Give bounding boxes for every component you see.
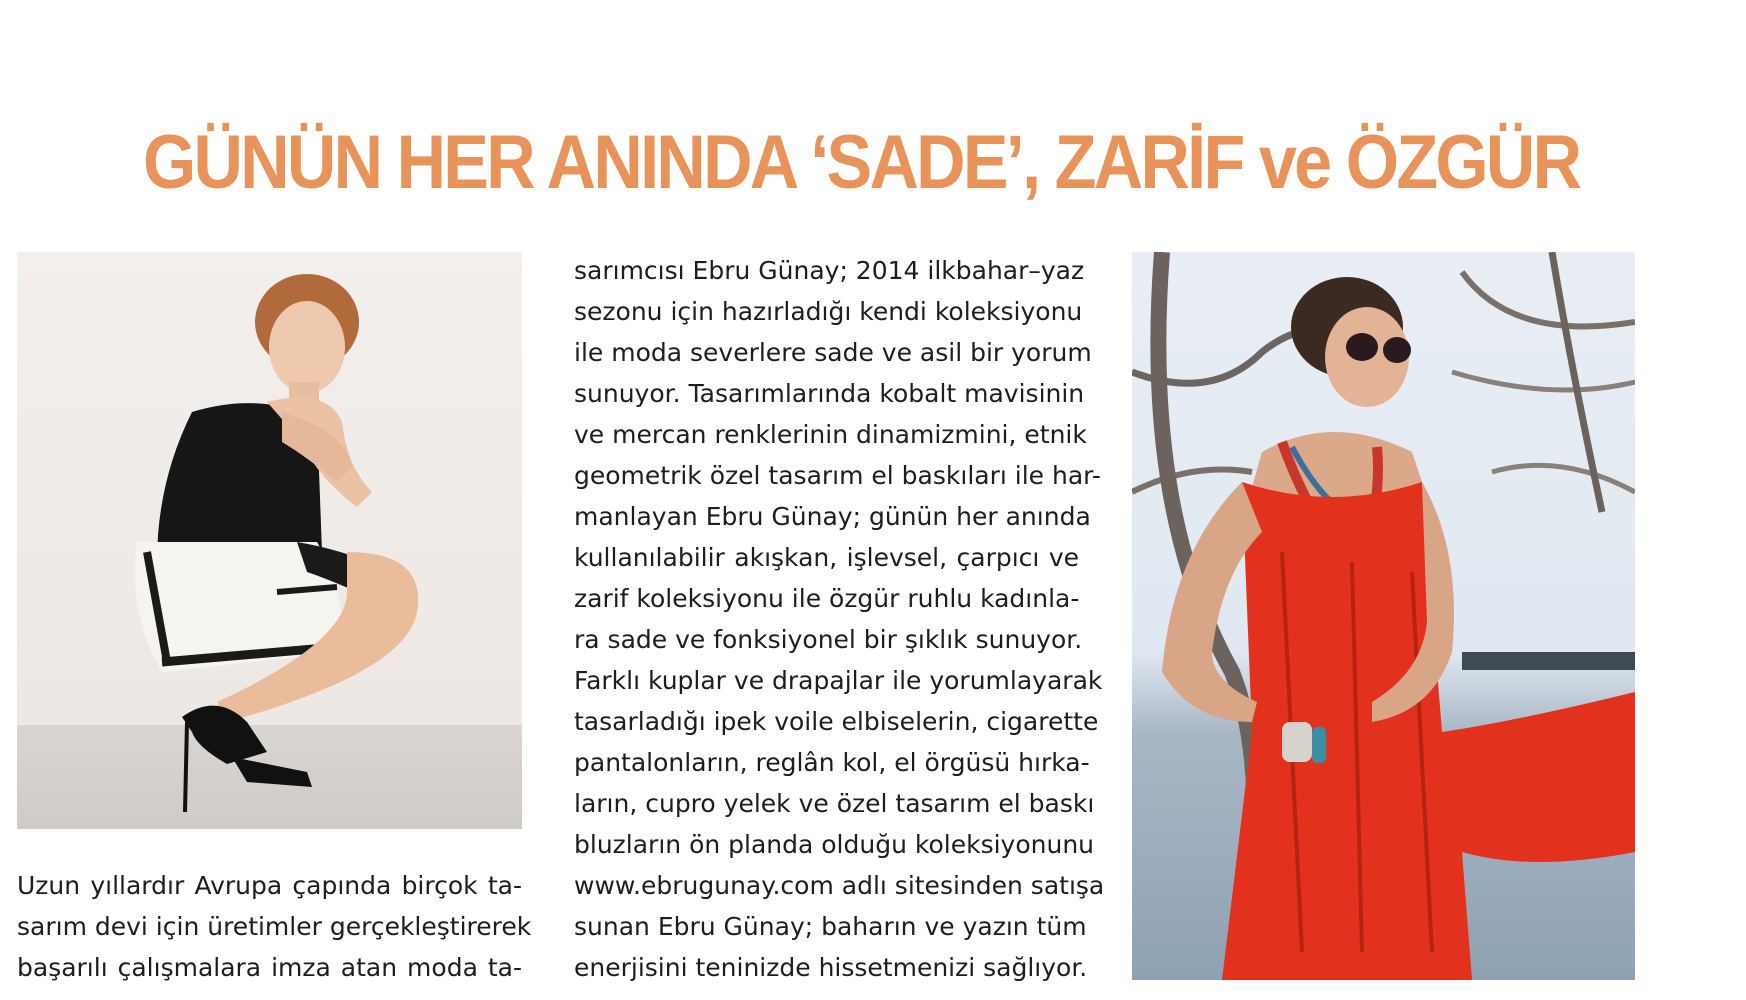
model-black-white-dress-photo — [17, 252, 522, 829]
body-text-line: pantalonların, reglân kol, el örgüsü hırka- — [574, 748, 1090, 777]
body-text-line: zarif koleksiyonu ile özgür ruhlu kadınla- — [574, 584, 1080, 613]
body-text-line: bluzların ön planda olduğu koleksiyonunu — [574, 830, 1095, 859]
body-text-line: geometrik özel tasarım el baskıları ile har- — [574, 461, 1101, 490]
body-text-line: sunuyor. Tasarımlarında kobalt mavisinin — [574, 379, 1085, 408]
article-headline: GÜNÜN HER ANINDA ‘SADE’, ZARİF ve ÖZGÜR — [143, 120, 1580, 205]
body-text-line: sezonu için hazırladığı kendi koleksiyonu — [574, 297, 1083, 326]
body-text-line: manlayan Ebru Günay; günün her anında — [574, 502, 1091, 531]
body-text-line: sunan Ebru Günay; baharın ve yazın tüm — [574, 912, 1087, 941]
body-text-line: kullanılabilir akışkan, işlevsel, çarpıcı ve — [574, 543, 1079, 572]
body-text-line: ile moda severlere sade ve asil bir yorum — [574, 338, 1092, 367]
body-text-line: sarımcısı Ebru Günay; 2014 ilkbahar–yaz — [574, 256, 1085, 285]
body-text-line: ve mercan renklerinin dinamizmini, etnik — [574, 420, 1087, 449]
body-text-line: tasarladığı ipek voile elbiselerin, cigarette — [574, 707, 1099, 736]
article-body-left-column — [17, 865, 532, 988]
body-text-line: www.ebrugunay.com adlı sitesinden satışa — [574, 871, 1105, 900]
body-text-line: Farklı kuplar ve drapajlar ile yorumlayarak — [574, 666, 1103, 695]
body-text-line: başarılı çalışmalara imza atan moda ta- — [17, 953, 522, 982]
body-text-line: ların, cupro yelek ve özel tasarım el baskı — [574, 789, 1095, 818]
body-text-line: sarım devi için üretimler gerçekleştirerek — [17, 912, 532, 941]
model-red-dress-illustration — [1132, 252, 1635, 980]
body-text-line: ra sade ve fonksiyonel bir şıklık sunuyor. — [574, 625, 1083, 654]
body-text-line: enerjisini teninizde hissetmenizi sağlıyor. — [574, 953, 1088, 982]
model-red-dress-photo — [1132, 252, 1635, 980]
model-crouching-illustration — [17, 252, 522, 829]
article-body-middle-column — [574, 250, 1105, 988]
body-text-line: Uzun yıllardır Avrupa çapında birçok ta- — [17, 871, 522, 900]
